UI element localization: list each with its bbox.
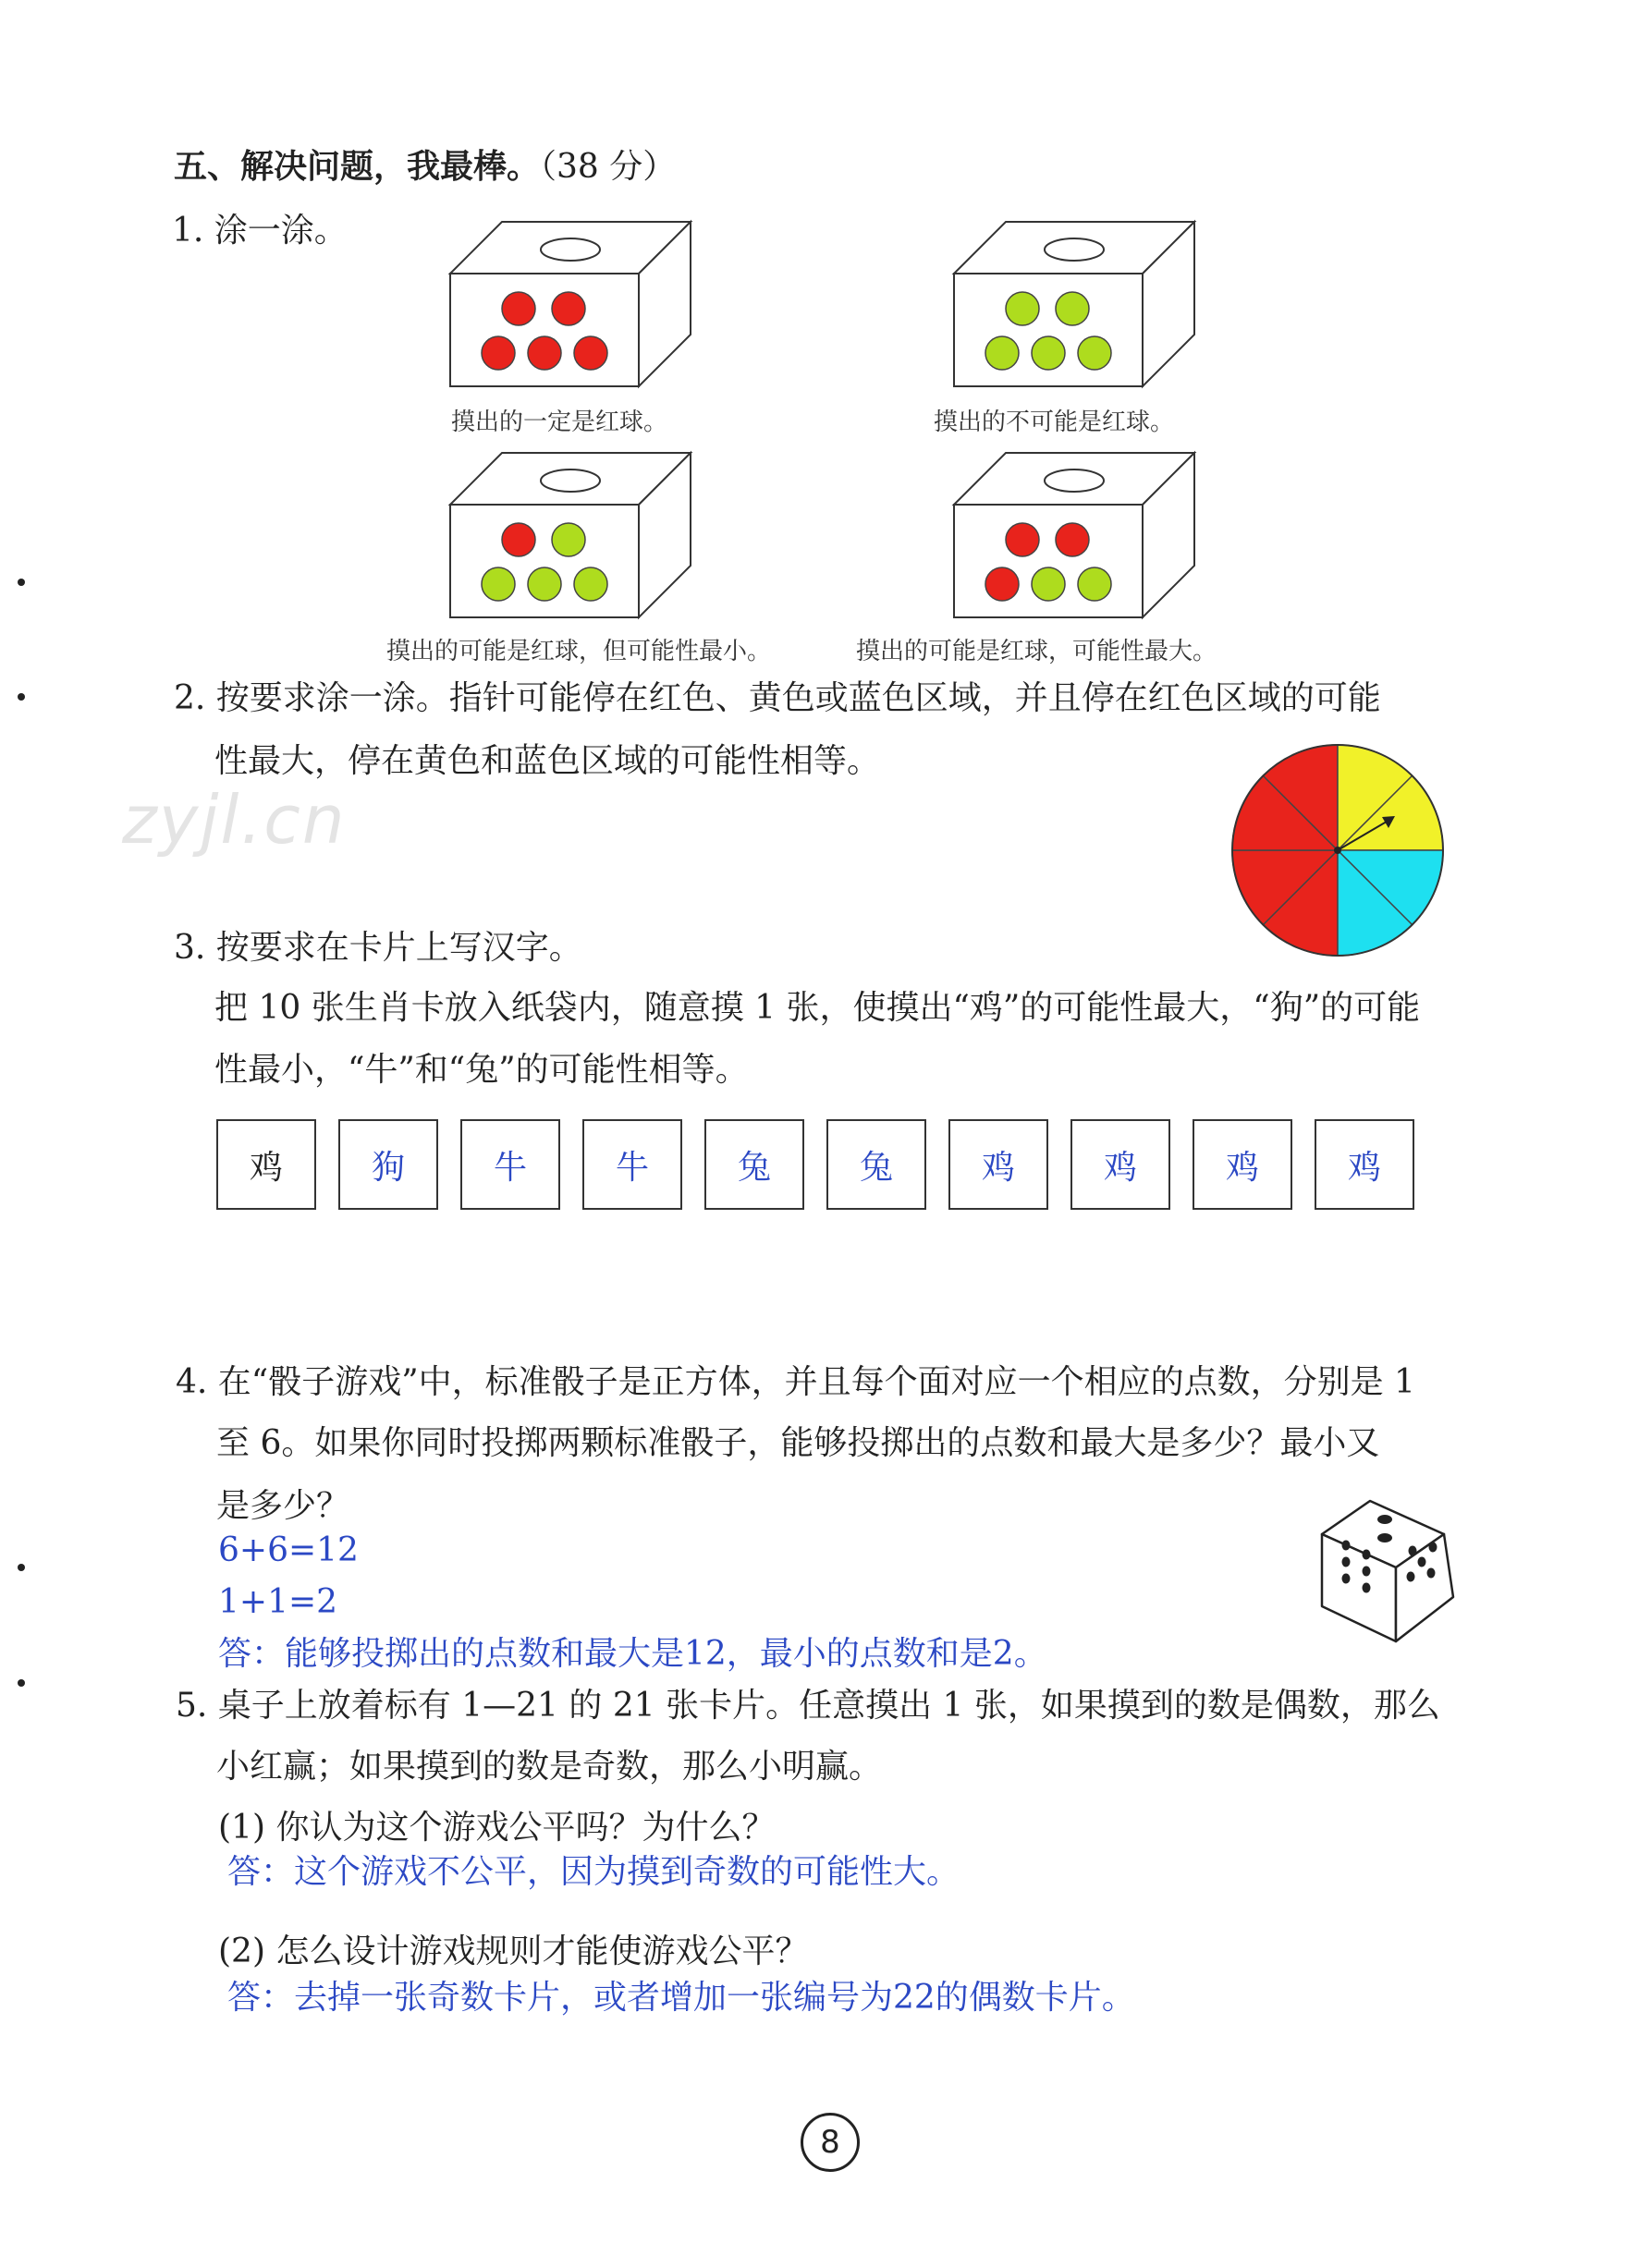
dice-pip — [1342, 1541, 1351, 1551]
red-ball — [528, 336, 561, 370]
q4-line-3: 是多少？ — [216, 1487, 350, 1525]
zodiac-card: 牛 — [582, 1119, 682, 1210]
margin-dot — [18, 1679, 25, 1687]
zodiac-card: 鸡 — [948, 1119, 1048, 1210]
red-ball — [1056, 523, 1089, 556]
q1-label: 1. 涂一涂。 — [172, 212, 348, 250]
dice-pip — [1418, 1557, 1426, 1567]
q1-caption-1: 摸出的一定是红球。 — [451, 408, 668, 436]
dice-pip — [1427, 1568, 1436, 1579]
q2-line-2: 性最大，停在黄色和蓝色区域的可能性相等。 — [214, 742, 881, 780]
green-ball — [482, 567, 515, 601]
dice-pip — [1429, 1542, 1437, 1553]
spinner-wheel — [1227, 739, 1449, 961]
green-ball — [1078, 567, 1111, 601]
dice-pip — [1342, 1574, 1351, 1584]
zodiac-card: 鸡 — [216, 1119, 316, 1210]
dice-pip — [1363, 1583, 1371, 1593]
dice-pip — [1363, 1567, 1371, 1577]
section-title — [174, 146, 676, 188]
ball-box-4 — [952, 449, 1202, 625]
dice-pip — [1407, 1572, 1415, 1582]
q5-sub-1: (1) 你认为这个游戏公平吗？为什么？ — [218, 1809, 776, 1847]
q2-line-1: 2. 按要求涂一涂。指针可能停在红色、黄色或蓝色区域，并且停在红色区域的可能 — [174, 679, 1381, 717]
dice-pip — [1342, 1557, 1351, 1567]
q3-label: 3. 按要求在卡片上写汉字。 — [174, 929, 582, 967]
red-ball — [552, 292, 585, 325]
q4-line-2: 至 6。如果你同时投掷两颗标准骰子，能够投掷出的点数和最大是多少？最小又 — [216, 1424, 1380, 1462]
red-ball — [502, 292, 535, 325]
page-number: 8 — [801, 2113, 860, 2172]
section-title-text: 五、解决问题，我最棒。 — [174, 147, 541, 186]
red-ball — [574, 336, 607, 370]
zodiac-card: 狗 — [338, 1119, 438, 1210]
zodiac-card: 鸡 — [1315, 1119, 1414, 1210]
q3-line-2: 性最小，“牛”和“兔”的可能性相等。 — [214, 1051, 749, 1089]
zodiac-card: 兔 — [826, 1119, 926, 1210]
green-ball — [1032, 336, 1065, 370]
red-ball — [985, 567, 1019, 601]
ball-box-2 — [952, 218, 1202, 394]
green-ball — [552, 523, 585, 556]
zodiac-card: 鸡 — [1193, 1119, 1292, 1210]
ball-box-1 — [448, 218, 698, 394]
green-ball — [1078, 336, 1111, 370]
green-ball — [1056, 292, 1089, 325]
margin-dot — [18, 579, 25, 586]
q3-line-1: 把 10 张生肖卡放入纸袋内，随意摸 1 张，使摸出“鸡”的可能性最大，“狗”的可能 — [214, 989, 1421, 1027]
zodiac-card: 牛 — [460, 1119, 560, 1210]
q1-caption-3: 摸出的可能是红球，但可能性最小。 — [386, 638, 772, 665]
green-ball — [1006, 292, 1039, 325]
zodiac-card: 兔 — [704, 1119, 804, 1210]
q5-answer-1: 答：这个游戏不公平，因为摸到奇数的可能性大。 — [227, 1853, 960, 1891]
dice-illustration — [1318, 1497, 1457, 1645]
red-ball — [502, 523, 535, 556]
green-ball — [1032, 567, 1065, 601]
dice-pip — [1377, 1515, 1392, 1524]
green-ball — [574, 567, 607, 601]
q5-line-1: 5. 桌子上放着标有 1—21 的 21 张卡片。任意摸出 1 张，如果摸到的数是偶数，那么 — [176, 1687, 1440, 1725]
ball-box-3 — [448, 449, 698, 625]
green-ball — [528, 567, 561, 601]
margin-dot — [18, 1564, 25, 1571]
zodiac-card: 鸡 — [1070, 1119, 1170, 1210]
dice-pip — [1409, 1546, 1417, 1556]
watermark: zyjl.cn — [122, 781, 347, 859]
red-ball — [482, 336, 515, 370]
dice-pip — [1363, 1550, 1371, 1560]
q4-answer-3: 答：能够投掷出的点数和最大是12，最小的点数和是2。 — [218, 1635, 1047, 1673]
q4-answer-2: 1+1=2 — [218, 1583, 338, 1621]
q1-caption-2: 摸出的不可能是红球。 — [934, 408, 1175, 436]
margin-dot — [18, 693, 25, 701]
red-ball — [1006, 523, 1039, 556]
q5-line-2: 小红赢；如果摸到的数是奇数，那么小明赢。 — [216, 1748, 883, 1786]
q4-answer-1: 6+6=12 — [218, 1531, 359, 1569]
q5-answer-2: 答：去掉一张奇数卡片，或者增加一张编号为22的偶数卡片。 — [227, 1979, 1135, 2017]
section-score: （38 分） — [540, 148, 677, 186]
green-ball — [985, 336, 1019, 370]
dice-pip — [1377, 1533, 1392, 1542]
q1-caption-4: 摸出的可能是红球，可能性最大。 — [856, 638, 1217, 665]
q5-sub-2: (2) 怎么设计游戏规则才能使游戏公平？ — [218, 1933, 809, 1970]
q4-line-1: 4. 在“骰子游戏”中，标准骰子是正方体，并且每个面对应一个相应的点数，分别是 1 — [176, 1363, 1415, 1401]
